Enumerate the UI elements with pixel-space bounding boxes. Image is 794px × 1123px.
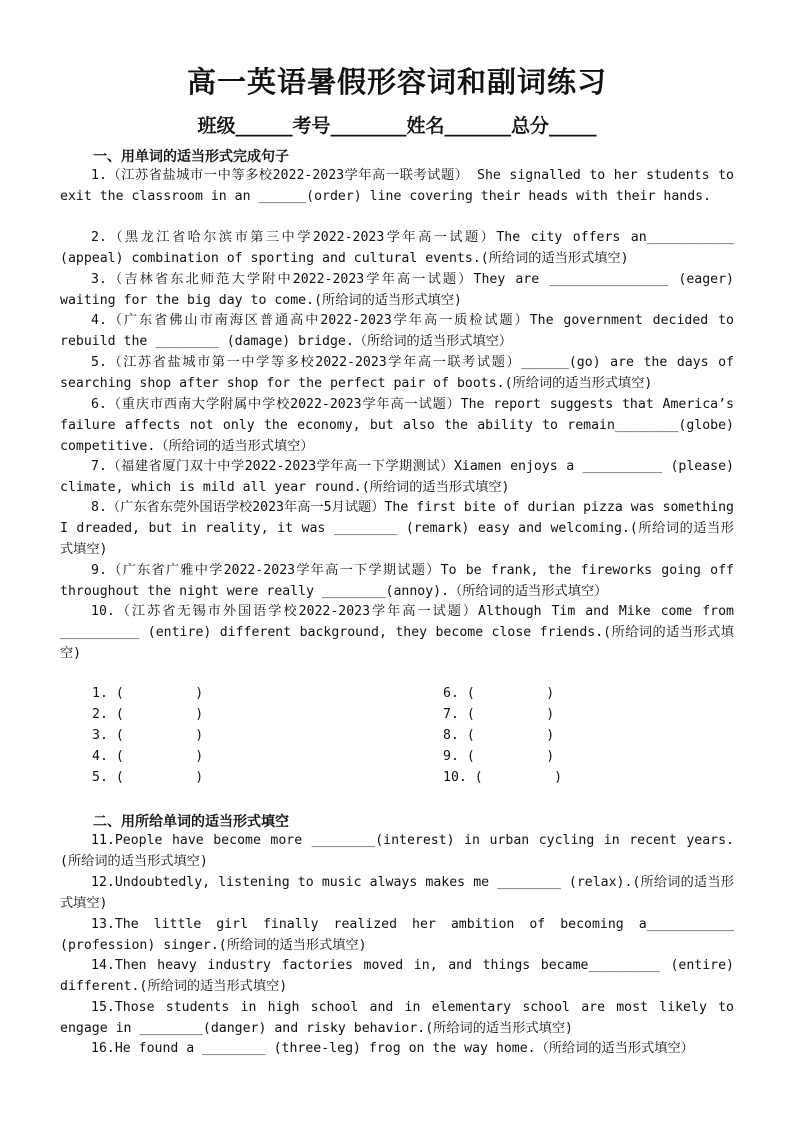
- question-6: 6.（重庆市西南大学附属中学校2022-2023学年高一试题）The report suggests that America’s failure affects not only the economy, but also the ability to remain________(globe) competitive.（所给词的适当形式填空）: [60, 397, 734, 454]
- question-16: 16.He found a ________ (three-leg) frog on the way home.（所给词的适当形式填空）: [91, 1041, 694, 1056]
- section-2-heading: 二、用所给单词的适当形式填空: [93, 814, 289, 830]
- answer-slot-4[interactable]: 4. ( ): [92, 749, 204, 764]
- question-9: 9.（广东省广雅中学2022-2023学年高一下学期试题）To be frank, the fireworks going off throughout the night were really ________(annoy).（所给词的适当形式填空）: [60, 563, 734, 599]
- student-info-line: 班级______考号________姓名_______总分_____: [197, 115, 597, 137]
- answer-slot-2[interactable]: 2. ( ): [92, 707, 204, 722]
- question-13: 13.The little girl finally realized her ambition of becoming a___________ (profession) singer.(所给词的适当形式填空): [60, 917, 734, 953]
- question-3: 3.（吉林省东北师范大学附中2022-2023学年高一试题）They are _______________ (eager) waiting for the big day to come.(所给词的适当形式填空): [60, 272, 734, 308]
- section-1-heading: 一、用单词的适当形式完成句子: [93, 149, 289, 165]
- question-12: 12.Undoubtedly, listening to music always makes me ________ (relax).(所给词的适当形式填空): [60, 875, 734, 911]
- question-5: 5.（江苏省盐城市第一中学等多校2022-2023学年高一联考试题）______(go) are the days of searching shop after shop for the perfect pair of boots.(所给词的适当形式填空): [60, 355, 734, 391]
- question-15: 15.Those students in high school and in elementary school are most likely to engage in ________(danger) and risky behavior.(所给词的适当形式填空): [60, 1000, 734, 1036]
- question-10: 10.（江苏省无锡市外国语学校2022-2023学年高一试题）Although Tim and Mike come from __________ (entire) different background, they become close friends.(所给词的适当形式填空): [60, 604, 734, 661]
- question-1: 1.（江苏省盐城市一中等多校2022-2023学年高一联考试题） She signalled to her students to exit the classroom in an ______(order) line covering their heads with their hands.: [60, 168, 734, 204]
- answer-slot-8[interactable]: 8. ( ): [443, 728, 555, 743]
- question-8: 8.（广东省东莞外国语学校2023年高一5月试题）The first bite of durian pizza was something I dreaded, but in reality, it was ________ (remark) easy and welcoming.(所给词的适当形式填空): [60, 500, 734, 557]
- page-title: 高一英语暑假形容词和副词练习: [186, 65, 607, 99]
- answer-slot-5[interactable]: 5. ( ): [92, 770, 204, 785]
- question-4: 4.（广东省佛山市南海区普通高中2022-2023学年高一质检试题）The government decided to rebuild the ________ (damage) bridge.（所给词的适当形式填空）: [60, 313, 734, 349]
- answer-slot-7[interactable]: 7. ( ): [443, 707, 555, 722]
- question-11: 11.People have become more ________(interest) in urban cycling in recent years.(所给词的适当形式填空): [60, 833, 734, 869]
- question-14: 14.Then heavy industry factories moved in, and things became_________ (entire) different.(所给词的适当形式填空): [60, 958, 734, 994]
- answer-slot-6[interactable]: 6. ( ): [443, 686, 555, 701]
- question-7: 7.（福建省厦门双十中学2022-2023学年高一下学期测试）Xiamen enjoys a __________ (please) climate, which is mild all year round.(所给词的适当形式填空): [60, 459, 734, 495]
- answer-slot-10[interactable]: 10. ( ): [443, 770, 563, 785]
- answer-slot-3[interactable]: 3. ( ): [92, 728, 204, 743]
- answer-slot-1[interactable]: 1. ( ): [92, 686, 204, 701]
- question-2: 2.（黑龙江省哈尔滨市第三中学2022-2023学年高一试题）The city offers an___________ (appeal) combination of sporting and cultural events.(所给词的适当形式填空): [60, 230, 734, 266]
- answer-slot-9[interactable]: 9. ( ): [443, 749, 555, 764]
